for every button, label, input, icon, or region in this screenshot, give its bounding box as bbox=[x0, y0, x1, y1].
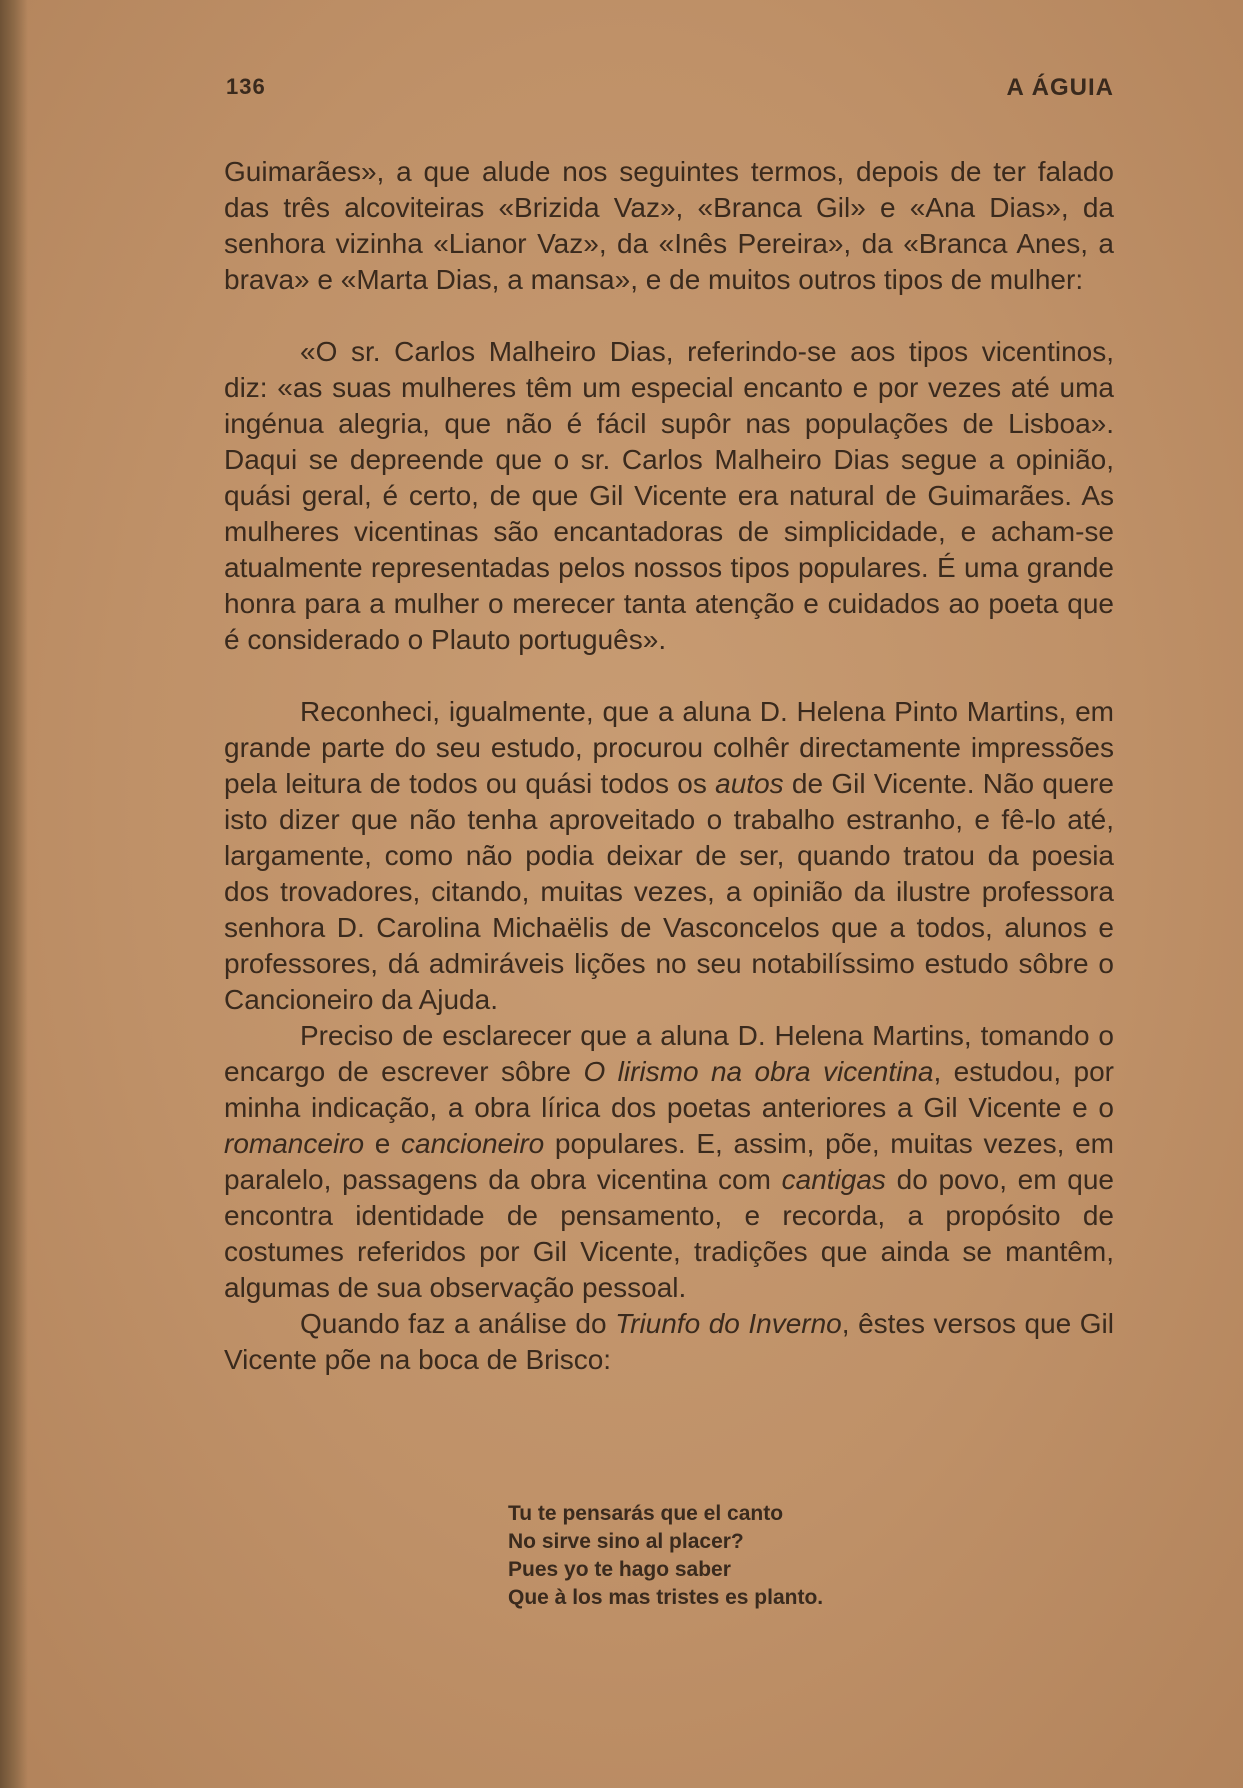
text-run: Guimarães», a que alude nos seguintes termos, depois de ter falado das três alcoviteiras «Brizida Vaz», «Branca Gil» e «Ana Dias», da senhora vizinha «Lianor Vaz», da «Inês Pereira», da «Branca Anes, a brava» e «Marta Dias, a mansa», e de muitos outros tipos de mulher: bbox=[224, 156, 1114, 295]
text-run: e bbox=[364, 1128, 402, 1159]
paragraph bbox=[224, 1018, 1114, 1306]
paragraph bbox=[224, 1306, 1114, 1378]
paragraph bbox=[224, 694, 1114, 1018]
verse-line: No sirve sino al placer? bbox=[508, 1530, 744, 1553]
italic-title: cantigas bbox=[781, 1164, 886, 1195]
text-run: Reconheci, igualmente, que a aluna D. Helena Pinto Martins, em grande parte do seu estudo, procurou colhêr directamente impressões pela leitura de todos ou quási todos os bbox=[224, 696, 1114, 799]
page-number: 136 bbox=[226, 74, 266, 99]
verse-line: Tu te pensarás que el canto bbox=[508, 1502, 784, 1525]
verse-line: Pues yo te hago saber bbox=[508, 1558, 731, 1581]
italic-title: romanceiro bbox=[224, 1128, 365, 1159]
text-run: , êstes versos que Gil Vicente põe na boca de Brisco: bbox=[224, 1308, 1114, 1375]
text-run: , estudou, por minha indicação, a obra lírica dos poetas anteriores a Gil Vicente e o bbox=[224, 1056, 1114, 1123]
italic-title: autos bbox=[715, 768, 784, 799]
text-run: «O sr. Carlos Malheiro Dias, referindo-se aos tipos vicentinos, diz: «as suas mulheres têm um especial encanto e por vezes até uma ingénua alegria, que não é fácil supôr nas populações de Lisboa». Daqui se depreende que o sr. Carlos Malheiro Dias segue a opinião, quási geral, é certo, de que Gil Vicente era natural de Guimarães. As mulheres vicentinas são encantadoras de simplicidade, e acham-se atualmente representadas pelos nossos tipos populares. É uma grande honra para a mulher o merecer tanta atenção e cuidados ao poeta que é considerado o Plauto português». bbox=[224, 336, 1114, 655]
page-header bbox=[226, 66, 1114, 106]
text-run: populares. E, assim, põe, muitas vezes, em paralelo, passagens da obra vicentina com bbox=[224, 1128, 1114, 1195]
text-run: Quando faz a análise do bbox=[300, 1308, 616, 1339]
text-run: Preciso de esclarecer que a aluna D. Helena Martins, tomando o encargo de escrever sôbre bbox=[224, 1020, 1114, 1087]
running-title: A ÁGUIA bbox=[1006, 74, 1114, 101]
body-text bbox=[224, 154, 1114, 1378]
italic-title: O lirismo na obra vicentina bbox=[583, 1056, 934, 1087]
paragraph bbox=[224, 154, 1114, 298]
verse-line: Que à los mas tristes es planto. bbox=[508, 1586, 824, 1609]
italic-title: Triunfo do Inverno bbox=[615, 1308, 842, 1339]
italic-title: cancioneiro bbox=[401, 1128, 545, 1159]
text-run: de Gil Vicente. Não quere isto dizer que não tenha aproveitado o trabalho estranho, e fê-lo até, largamente, como não podia deixar de ser, quando tratou da poesia dos trovadores, citando, muitas vezes, a opinião da ilustre professora senhora D. Carolina Michaëlis de Vasconcelos que a todos, alunos e professores, dá admiráveis lições no seu notabilíssimo estudo sôbre o Cancioneiro da Ajuda. bbox=[224, 768, 1114, 1015]
quoted-paragraph bbox=[224, 334, 1114, 658]
text-run: do povo, em que encontra identidade de pensamento, e recorda, a propósito de costumes referidos por Gil Vicente, tradições que ainda se mantêm, algumas de sua observação pessoal. bbox=[224, 1164, 1114, 1303]
verse-quote bbox=[508, 1500, 823, 1612]
